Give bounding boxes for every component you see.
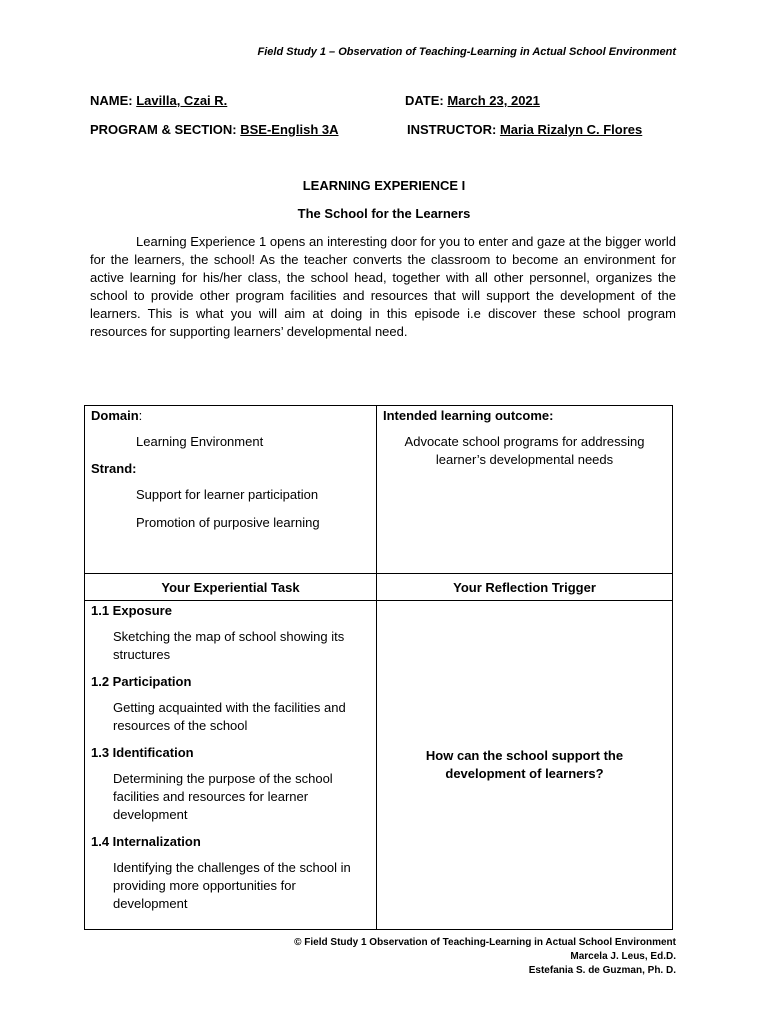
program-value: BSE-English 3A: [240, 122, 339, 137]
task-text: Determining the purpose of the school facilities and resources for learner development: [113, 771, 333, 822]
task-header: Your Experiential Task: [85, 574, 377, 601]
outcome-value: Advocate school programs for addressing learner’s developmental needs: [404, 434, 645, 467]
experience-subheading: The School for the Learners: [297, 206, 471, 221]
instructor-label: INSTRUCTOR:: [407, 122, 497, 137]
footer-author-1: Marcela J. Leus, Ed.D.: [570, 951, 676, 962]
outcome-cell: [377, 406, 673, 574]
domain-cell: [85, 406, 377, 574]
reflection-question: How can the school support the development of learners?: [425, 748, 624, 781]
domain-title: [91, 408, 370, 423]
footer-author-2: Estefania S. de Guzman, Ph. D.: [528, 965, 676, 976]
strand-item: Support for learner participation: [136, 487, 319, 502]
experience-heading: LEARNING EXPERIENCE I: [302, 178, 466, 193]
task-text: Getting acquainted with the facilities and resources of the school: [113, 700, 346, 733]
task-title: 1.3 Identification: [91, 745, 194, 760]
date-label: DATE:: [405, 93, 444, 108]
intro-paragraph: Learning Experience 1 opens an interesting door for you to enter and gaze at the bigger world for the learners, the school! As the teacher converts the classroom to become an environment for active learning for his/her class, the school head, together with all other personnel, organizes the school to provide other program facilities and resources that will support the development of the learners. This is what you will aim at doing in this episode i.e discover these school program resources for supporting learners’ developmental need.: [90, 234, 676, 339]
task-title: 1.1 Exposure: [91, 603, 172, 618]
reflection-cell: [377, 601, 673, 930]
page-footer: [294, 936, 676, 978]
domain-value: Learning Environment: [136, 434, 264, 449]
instructor-row: [407, 122, 642, 137]
task-title: 1.4 Internalization: [91, 834, 201, 849]
name-row: [90, 93, 227, 108]
page-header-title: Field Study 1 – Observation of Teaching-Learning in Actual School Environment: [257, 46, 676, 58]
outcome-label: Intended learning outcome:: [383, 408, 554, 423]
instructor-value: Maria Rizalyn C. Flores: [499, 122, 643, 137]
tasks-cell: [85, 601, 377, 930]
strand-label: Strand:: [91, 461, 137, 476]
task-text: Identifying the challenges of the school in providing more opportunities for development: [113, 860, 351, 911]
strand-item: Promotion of purposive learning: [136, 515, 320, 530]
program-row: [90, 122, 339, 137]
program-label: PROGRAM & SECTION:: [90, 122, 237, 137]
task-text: Sketching the map of school showing its structures: [113, 629, 345, 662]
learning-table: [84, 405, 673, 930]
date-row: [405, 93, 540, 108]
name-value: Lavilla, Czai R.: [136, 93, 228, 108]
reflection-header: Your Reflection Trigger: [377, 574, 673, 601]
task-title: 1.2 Participation: [91, 674, 192, 689]
domain-colon: :: [138, 408, 143, 423]
name-label: NAME:: [90, 93, 133, 108]
date-value: March 23, 2021: [447, 93, 540, 108]
domain-label: Domain: [91, 408, 139, 423]
footer-copyright: © Field Study 1 Observation of Teaching-Learning in Actual School Environment: [294, 937, 676, 948]
